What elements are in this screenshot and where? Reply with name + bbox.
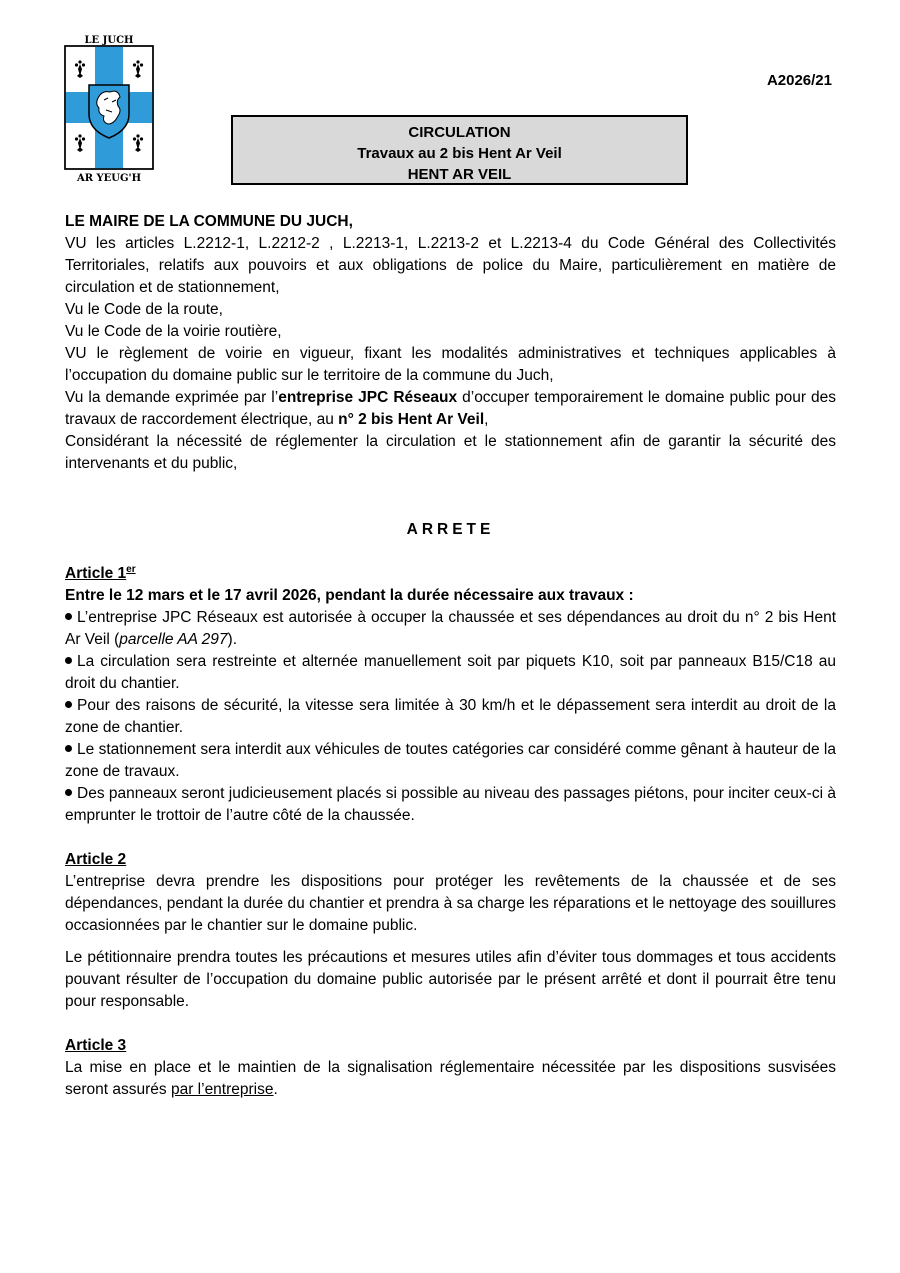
article-1-bullet-2: [65, 651, 836, 695]
bullet-icon: [65, 789, 72, 796]
bullet-1-end: ).: [227, 631, 238, 648]
bullet-5-text: Des panneaux seront judicieusement placés si possible au niveau des passages piétons, pour inciter ceux-ci à emprunter le trottoir de l’autre côté de la chaussée.: [65, 785, 836, 824]
article-1-bullet-1: [65, 607, 836, 651]
commune-logo: [62, 34, 156, 184]
bullet-3-text: Pour des raisons de sécurité, la vitesse sera limitée à 30 km/h et le dépassement sera interdit au droit de la zone de chantier.: [65, 697, 836, 736]
article-3-paragraph: [65, 1057, 836, 1101]
article-3-underlined: par l’entreprise: [170, 1081, 274, 1098]
vu-paragraph-3: Vu le Code de la voirie routière,: [65, 323, 282, 340]
mayor-heading: LE MAIRE DE LA COMMUNE DU JUCH,: [65, 213, 353, 230]
coat-of-arms-icon: [62, 34, 156, 184]
logo-bottom-text: AR YEUG'H: [76, 173, 142, 184]
vu-paragraph-1: VU les articles L.2212-1, L.2212-2 , L.2213-1, L.2213-2 et L.2213-4 du Code Général des Collectivités Territoriales, relatifs aux pouvoirs et aux obligations de police du Maire, particulièrement en matière de circulation et de stationnement,: [65, 235, 836, 296]
logo-top-text: LE JUCH: [84, 35, 134, 46]
vu-paragraph-2: Vu le Code de la route,: [65, 301, 223, 318]
vu-paragraph-4: VU le règlement de voirie en vigueur, fixant les modalités administratives et techniques applicables à l’occupation du domaine public sur le territoire de la commune du Juch,: [65, 345, 836, 384]
vu5-part1: Vu la demande exprimée par l’: [65, 389, 279, 406]
article-1-label: Article 1: [65, 565, 127, 582]
title-line-3: HENT AR VEIL: [407, 166, 512, 183]
article-1-bullet-3: [65, 695, 836, 739]
article-3-label: Article 3: [65, 1037, 127, 1054]
title-line-1: CIRCULATION: [408, 124, 511, 141]
article-3-text: La mise en place et le maintien de la signalisation réglementaire nécessitée par les dispositions susvisées seront assurés: [65, 1059, 836, 1098]
bullet-icon: [65, 613, 72, 620]
article-2-label: Article 2: [65, 851, 127, 868]
title-line-2: Travaux au 2 bis Hent Ar Veil: [357, 145, 562, 162]
article-1-bullet-4: [65, 739, 836, 783]
vu5-part3: ,: [484, 411, 489, 428]
article-2-paragraph-1: L’entreprise devra prendre les dispositions pour protéger les revêtements de la chaussée et de ses dépendances, pendant la durée du chantier et prendra à sa charge les réparations et le nettoyage des souillures occasionnées par le chantier sur le domaine public.: [65, 873, 836, 934]
article-3-title: [65, 1035, 836, 1057]
article-2-paragraph-2: Le pétitionnaire prendra toutes les précautions et mesures utiles afin d’éviter tous dommages et tous accidents pouvant résulter de l’occupation du domaine public autorisée par le présent arrêté et dont il pourrait être tenu pour responsable.: [65, 949, 836, 1010]
article-1-title: [65, 563, 836, 585]
article-1-period: Entre le 12 mars et le 17 avril 2026, pendant la durée nécessaire aux travaux :: [65, 587, 634, 604]
article-1-sup: er: [126, 563, 136, 575]
title-box: [231, 115, 688, 185]
vu5-company: entreprise JPC Réseaux: [278, 389, 458, 406]
article-3-end: .: [273, 1081, 278, 1098]
parcel-ref: parcelle AA 297: [119, 631, 228, 648]
bullet-icon: [65, 657, 72, 664]
article-2-title: [65, 849, 836, 871]
bullet-4-text: Le stationnement sera interdit aux véhicules de toutes catégories car considéré comme gênant à hauteur de la zone de travaux.: [65, 741, 836, 780]
vu-paragraph-5: [65, 387, 836, 431]
bullet-icon: [65, 701, 72, 708]
article-1-bullet-5: [65, 783, 836, 827]
arrete-heading: ARRETE: [406, 521, 495, 538]
document-body: [65, 211, 836, 1101]
reference-number: A2026/21: [766, 72, 832, 89]
bullet-2-text: La circulation sera restreinte et alternée manuellement soit par piquets K10, soit par panneaux B15/C18 au droit du chantier.: [65, 653, 836, 692]
considerant-paragraph: Considérant la nécessité de réglementer la circulation et le stationnement afin de garantir la sécurité des intervenants et du public,: [65, 433, 836, 472]
vu5-address: n° 2 bis Hent Ar Veil: [338, 411, 485, 428]
bullet-1-text: L’entreprise JPC Réseaux est autorisée à occuper la chaussée et ses dépendances au droit du n° 2 bis Hent Ar Veil (: [65, 609, 836, 648]
vu5-part2: d’occuper temporairement le domaine public pour des travaux de raccordement électrique, au: [65, 389, 837, 428]
bullet-icon: [65, 745, 72, 752]
